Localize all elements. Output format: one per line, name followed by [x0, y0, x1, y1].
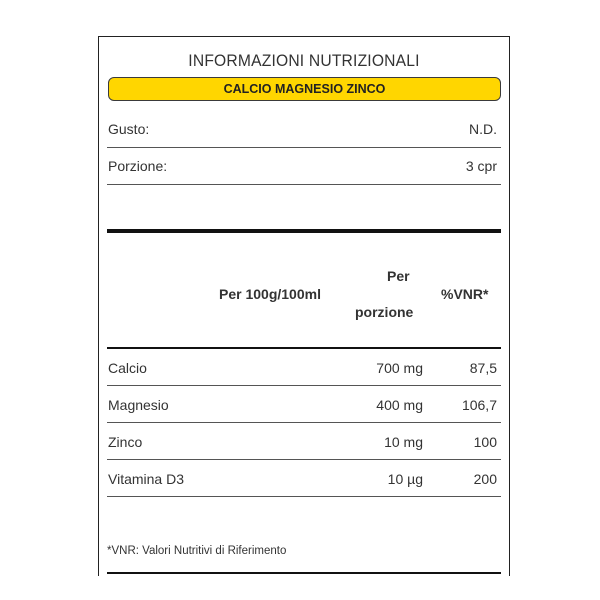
- info-row-flavor: [107, 111, 501, 147]
- table-row: [107, 386, 501, 422]
- nutrient-vnr: 100: [473, 434, 497, 450]
- nutrient-portion: 10 mg: [384, 434, 423, 450]
- divider: [107, 184, 501, 185]
- nutrient-name: Magnesio: [108, 397, 169, 413]
- table-row: [107, 460, 501, 496]
- divider: [107, 496, 501, 497]
- column-header-per-portion-line2: porzione: [355, 304, 414, 320]
- nutrient-name: Vitamina D3: [108, 471, 185, 487]
- nutrient-vnr: 200: [473, 471, 497, 487]
- nutrient-name: Calcio: [108, 360, 147, 376]
- column-header-per-portion-line1: Per: [387, 268, 410, 284]
- nutrient-vnr: 106,7: [461, 397, 497, 413]
- serving-value: 3 cpr: [465, 158, 497, 174]
- panel-title: INFORMAZIONI NUTRIZIONALI: [188, 51, 420, 70]
- footnote: *VNR: Valori Nutritivi di Riferimento: [107, 545, 287, 557]
- flavor-label: Gusto:: [108, 121, 150, 137]
- bottom-divider: [107, 572, 501, 574]
- nutrition-facts-panel: [98, 36, 510, 576]
- product-name-banner: CALCIO MAGNESIO ZINCO: [108, 77, 501, 101]
- thick-divider: [107, 229, 501, 233]
- column-header-per-100: Per 100g/100ml: [219, 286, 321, 302]
- column-header-vnr: %VNR*: [441, 286, 489, 302]
- nutrient-portion: 700 mg: [376, 360, 423, 376]
- nutrient-portion: 400 mg: [376, 397, 423, 413]
- nutrient-vnr: 87,5: [469, 360, 497, 376]
- table-row: [107, 423, 501, 459]
- serving-label: Porzione:: [108, 158, 168, 174]
- info-row-serving: [107, 148, 501, 184]
- flavor-value: N.D.: [469, 121, 497, 137]
- nutrient-name: Zinco: [108, 434, 143, 450]
- nutrient-portion: 10 µg: [387, 471, 423, 487]
- table-row: [107, 349, 501, 385]
